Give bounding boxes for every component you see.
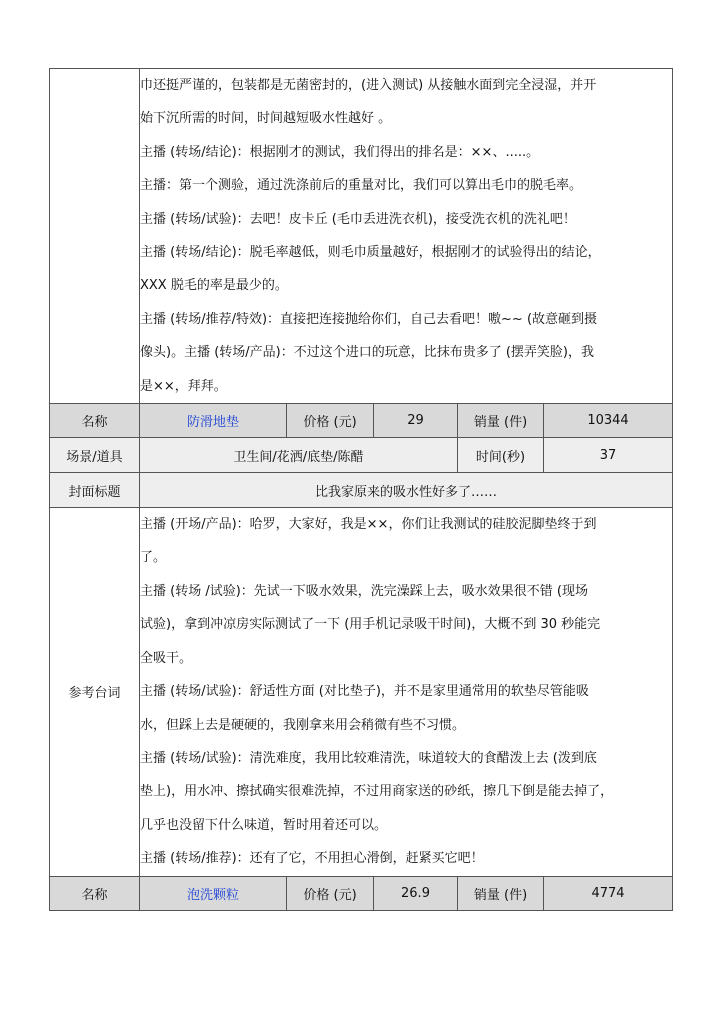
script-line: 主播 (转场/推荐)：还有了它，不用担心滑倒，赶紧买它吧！ (140, 851, 484, 867)
product-name-link[interactable]: 防滑地垫 (140, 404, 287, 438)
script-line: 了。 (140, 550, 167, 566)
script-line: 主播 (转场/结论)：根据刚才的测试，我们得出的排名是：××、.....。 (140, 144, 540, 160)
script-line: 巾还挺严谨的，包装都是无菌密封的，(进入测试) 从接触水面到完全浸湿，并开 (140, 78, 597, 93)
scene-row (50, 438, 673, 473)
script-line: 全吸干。 (140, 650, 193, 666)
script-row (50, 508, 673, 876)
cover-row (50, 473, 673, 508)
script-line: 是××，拜拜。 (140, 378, 227, 394)
script-label: 参考台词 (50, 508, 140, 876)
product-name-link[interactable]: 泡洗颗粒 (140, 876, 287, 910)
time-value: 37 (544, 438, 673, 473)
script-line: 几乎也没留下什么味道，暂时用着还可以。 (140, 817, 388, 833)
script-line: XXX 脱毛的率是最少的。 (140, 278, 288, 294)
price-label: 价格 (元) (287, 404, 374, 438)
continued-label-cell (50, 69, 140, 404)
script-line: 试验)，拿到冲凉房实际测试了一下 (用手机记录吸干时间)，大概不到 30 秒能完 (140, 617, 601, 633)
name-label: 名称 (50, 404, 140, 438)
script-line: 主播 (转场 /试验)：先试一下吸水效果，洗完澡踩上去，吸水效果很不错 (现场 (140, 583, 588, 599)
scene-label: 场景/道具 (50, 438, 140, 473)
cover-title: 比我家原来的吸水性好多了…… (140, 473, 673, 508)
sales-label: 销量 (件) (458, 876, 544, 910)
product-header-row (50, 404, 673, 438)
price-value: 26.9 (374, 876, 458, 910)
script-line: 始下沉所需的时间，时间越短吸水性越好 。 (140, 111, 392, 127)
name-label: 名称 (50, 876, 140, 910)
script-line: 主播 (转场/结论)：脱毛率越低，则毛巾质量越好，根据刚才的试验得出的结论， (140, 245, 601, 261)
script-line: 主播 (转场/推荐/特效)：直接把连接抛给你们，自己去看吧！嗷~~ (故意砸到摄 (140, 311, 598, 327)
script-line: 主播 (开场/产品)：哈罗，大家好，我是××，你们让我测试的硅胶泥脚垫终于到 (140, 517, 597, 533)
time-label: 时间(秒) (458, 438, 544, 473)
sales-label: 销量 (件) (458, 404, 544, 438)
script-line: 主播 (转场/试验)：舒适性方面 (对比垫子)，并不是家里通常用的软垫尽管能吸 (140, 684, 589, 700)
script-table (49, 68, 673, 911)
sales-value: 4774 (544, 876, 673, 910)
price-value: 29 (374, 404, 458, 438)
script-line: 水，但踩上去是硬硬的，我刚拿来用会稍微有些不习惯。 (140, 717, 466, 733)
script-cell (140, 508, 673, 876)
price-label: 价格 (元) (287, 876, 374, 910)
scene-value: 卫生间/花洒/底垫/陈醋 (140, 438, 458, 473)
sales-value: 10344 (544, 404, 673, 438)
continued-script-row (50, 69, 673, 404)
script-line: 主播 (转场/试验)：去吧！皮卡丘 (毛巾丢进洗衣机)，接受洗衣机的洗礼吧！ (140, 211, 576, 227)
cover-label: 封面标题 (50, 473, 140, 508)
script-line: 垫上)，用水冲、擦拭确实很难洗掉，不过用商家送的砂纸，擦几下倒是能去掉了， (140, 784, 614, 800)
script-line: 主播 (转场/试验)：清洗难度，我用比较难清洗，味道较大的食醋泼上去 (泼到底 (140, 750, 597, 766)
script-line: 像头)。主播 (转场/产品)：不过这个进口的玩意，比抹布贵多了 (摆弄笑脸)，我 (140, 345, 595, 361)
continued-script-cell (140, 69, 673, 404)
product-header-row (50, 876, 673, 910)
script-line: 主播：第一个测验，通过洗涤前后的重量对比，我们可以算出毛巾的脱毛率。 (140, 178, 583, 194)
